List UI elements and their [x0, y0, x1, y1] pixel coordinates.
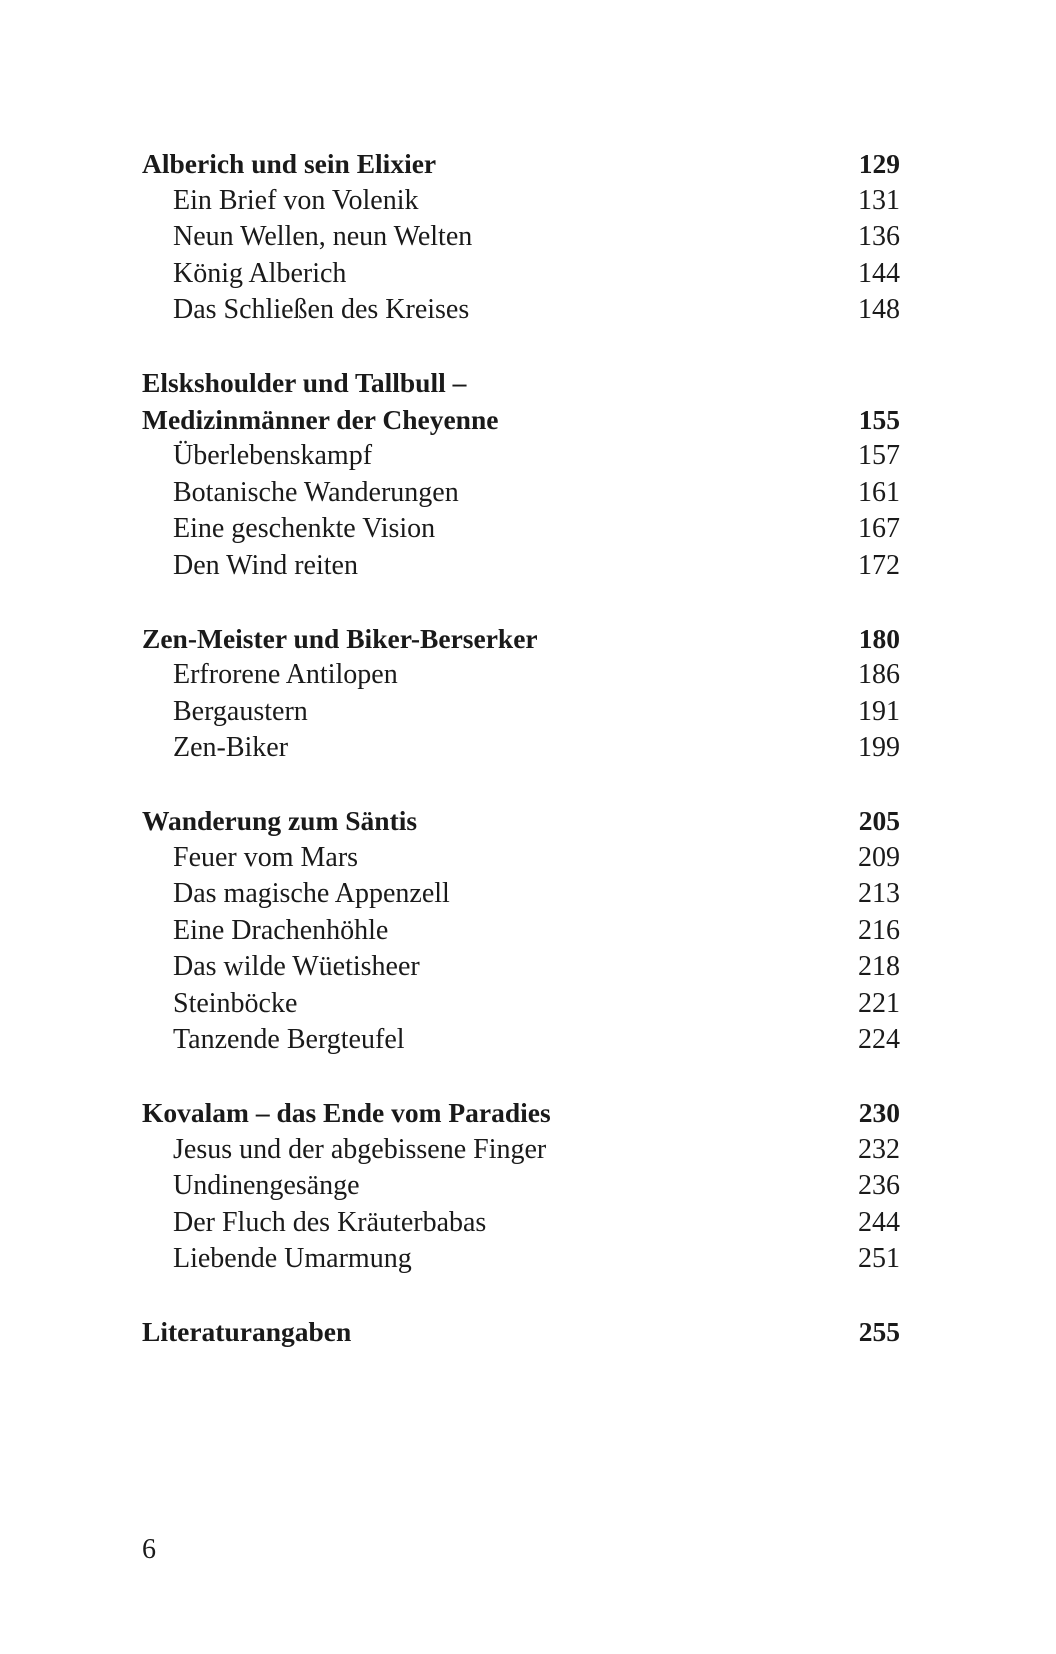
- toc-entry-title: Den Wind reiten: [173, 549, 358, 581]
- toc-heading-line[interactable]: [142, 365, 900, 402]
- toc-heading-page: 255: [858, 1316, 900, 1348]
- toc-entry-title: Neun Wellen, neun Welten: [173, 221, 473, 253]
- toc-heading-page: 180: [858, 622, 900, 654]
- toc-entry-title: Liebende Umarmung: [173, 1243, 412, 1275]
- toc-heading-title: Zen-Meister und Biker-Berserker: [142, 622, 538, 654]
- toc-entry[interactable]: [142, 438, 900, 475]
- toc-section-cheyenne: [142, 365, 900, 585]
- toc-section-alberich: [142, 146, 900, 329]
- toc-entry-title: Ein Brief von Volenik: [173, 184, 419, 216]
- toc-section-kovalam: [142, 1095, 900, 1278]
- toc-entry[interactable]: [142, 694, 900, 731]
- toc-entry-title: Jesus und der abgebissene Finger: [173, 1133, 547, 1165]
- toc-entry-title: Eine Drachenhöhle: [173, 914, 389, 946]
- toc-entry[interactable]: [142, 913, 900, 950]
- toc-heading-title: Wanderung zum Säntis: [142, 804, 418, 836]
- toc-entry-page: 251: [858, 1243, 900, 1275]
- toc-entry-page: 232: [858, 1133, 900, 1165]
- toc-entry[interactable]: [142, 183, 900, 220]
- toc-entry[interactable]: [142, 1168, 900, 1205]
- toc-entry-title: Feuer vom Mars: [173, 841, 359, 873]
- table-of-contents: [142, 146, 900, 1387]
- toc-entry[interactable]: [142, 949, 900, 986]
- toc-entry[interactable]: [142, 1241, 900, 1278]
- toc-entry[interactable]: [142, 840, 900, 877]
- toc-heading-title: Literaturangaben: [142, 1316, 352, 1348]
- toc-entry[interactable]: [142, 1205, 900, 1242]
- toc-entry-page: 131: [858, 184, 900, 216]
- toc-heading-title: Kovalam – das Ende vom Paradies: [142, 1097, 551, 1129]
- toc-entry-page: 161: [858, 476, 900, 508]
- toc-entry-title: Überlebenskampf: [173, 440, 373, 472]
- toc-entry[interactable]: [142, 986, 900, 1023]
- toc-section-saentis: [142, 803, 900, 1059]
- toc-entry-page: 199: [858, 732, 900, 764]
- toc-entry[interactable]: [142, 1132, 900, 1169]
- toc-entry-page: 236: [858, 1170, 900, 1202]
- toc-entry-page: 157: [858, 440, 900, 472]
- toc-heading[interactable]: [142, 146, 900, 183]
- toc-entry[interactable]: [142, 730, 900, 767]
- toc-entry-page: 172: [858, 549, 900, 581]
- toc-entry-page: 209: [858, 841, 900, 873]
- toc-entry-page: 224: [858, 1024, 900, 1056]
- toc-entry-title: Zen-Biker: [173, 732, 289, 764]
- toc-heading[interactable]: [142, 1095, 900, 1132]
- toc-entry-title: Der Fluch des Kräuterbabas: [173, 1206, 487, 1238]
- toc-entry-title: Tanzende Bergteufel: [173, 1024, 405, 1056]
- toc-section-literatur: [142, 1314, 900, 1351]
- toc-entry-page: 191: [858, 695, 900, 727]
- toc-entry-title: Das magische Appenzell: [173, 878, 450, 910]
- toc-heading-page: 230: [858, 1097, 900, 1129]
- toc-entry-page: 216: [858, 914, 900, 946]
- toc-entry-title: Erfrorene Antilopen: [173, 659, 398, 691]
- toc-entry[interactable]: [142, 256, 900, 293]
- toc-entry-title: Bergaustern: [173, 695, 308, 727]
- toc-heading[interactable]: [142, 1314, 900, 1351]
- toc-entry-page: 167: [858, 513, 900, 545]
- toc-entry-page: 221: [858, 987, 900, 1019]
- toc-entry-page: 213: [858, 878, 900, 910]
- toc-entry-title: Das Schließen des Kreises: [173, 294, 470, 326]
- toc-entry[interactable]: [142, 876, 900, 913]
- toc-entry-title: Undinengesänge: [173, 1170, 360, 1202]
- toc-heading-page: 205: [858, 804, 900, 836]
- toc-entry-page: 136: [858, 221, 900, 253]
- toc-heading-title: Alberich und sein Elixier: [142, 148, 437, 179]
- toc-entry-page: 148: [858, 294, 900, 326]
- toc-entry[interactable]: [142, 657, 900, 694]
- toc-heading[interactable]: [142, 402, 900, 439]
- toc-entry[interactable]: [142, 475, 900, 512]
- toc-heading-title: Elskshoulder und Tallbull –: [142, 366, 467, 398]
- toc-heading[interactable]: [142, 803, 900, 840]
- toc-entry-page: 218: [858, 951, 900, 983]
- toc-section-zen: [142, 621, 900, 767]
- page-number: 6: [142, 1534, 156, 1565]
- toc-heading[interactable]: [142, 621, 900, 658]
- toc-entry-page: 144: [858, 257, 900, 289]
- toc-entry-title: Steinböcke: [173, 987, 298, 1019]
- toc-entry[interactable]: [142, 1022, 900, 1059]
- toc-entry[interactable]: [142, 548, 900, 585]
- toc-entry[interactable]: [142, 292, 900, 329]
- toc-entry-title: Das wilde Wüetisheer: [173, 951, 420, 983]
- toc-heading-title: Medizinmänner der Cheyenne: [142, 403, 499, 435]
- toc-entry-page: 186: [858, 659, 900, 691]
- toc-entry-page: 244: [858, 1206, 900, 1238]
- toc-heading-page: 155: [858, 403, 900, 435]
- toc-heading-page: 129: [858, 148, 900, 179]
- toc-entry-title: König Alberich: [173, 257, 347, 289]
- toc-entry[interactable]: [142, 219, 900, 256]
- toc-entry[interactable]: [142, 511, 900, 548]
- toc-entry-title: Eine geschenkte Vision: [173, 513, 436, 545]
- toc-entry-title: Botanische Wanderungen: [173, 476, 459, 508]
